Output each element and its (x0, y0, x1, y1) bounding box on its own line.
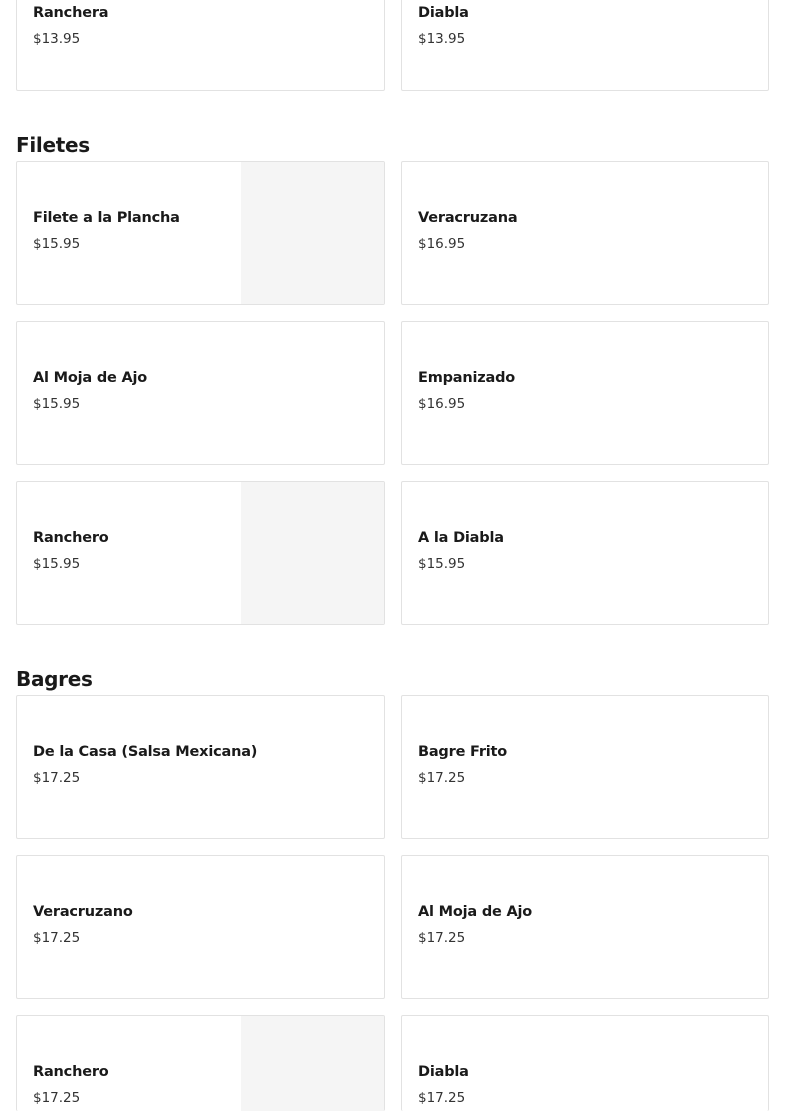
menu-item-name: Ranchero (33, 530, 109, 546)
menu-item-price: $15.95 (418, 556, 466, 572)
menu-item-card[interactable] (401, 855, 769, 999)
menu-item-name: Ranchera (33, 5, 109, 21)
menu-item-card[interactable] (401, 321, 769, 465)
menu-item-name: Veracruzano (33, 904, 133, 920)
menu-item-price: $13.95 (33, 31, 81, 47)
menu-item-price: $16.95 (418, 236, 466, 252)
menu-item-price: $16.95 (418, 396, 466, 412)
menu-item-name: Diabla (418, 5, 469, 21)
menu-item-price: $17.25 (33, 1090, 81, 1106)
menu-item-price: $17.25 (418, 930, 466, 946)
menu-item-name: Veracruzana (418, 210, 518, 226)
menu-item-card[interactable] (401, 695, 769, 839)
menu-item-name: A la Diabla (418, 530, 504, 546)
menu-item-price: $17.25 (418, 770, 466, 786)
menu-item-price: $17.25 (33, 770, 81, 786)
menu-item-price: $15.95 (33, 556, 81, 572)
menu-item-card[interactable] (16, 0, 385, 91)
menu-item-card[interactable] (16, 1015, 385, 1111)
menu-item-name: De la Casa (Salsa Mexicana) (33, 744, 258, 760)
menu-item-price: $15.95 (33, 396, 81, 412)
menu-item-card[interactable] (16, 695, 385, 839)
menu-item-price: $17.25 (33, 930, 81, 946)
menu-item-price: $13.95 (418, 31, 466, 47)
section-title-bagres: Bagres (16, 667, 93, 691)
section-title-filetes: Filetes (16, 133, 90, 157)
menu-item-name: Bagre Frito (418, 744, 508, 760)
menu-item-card[interactable] (401, 161, 769, 305)
menu-item-card[interactable] (401, 481, 769, 625)
menu-item-name: Empanizado (418, 370, 516, 386)
menu-item-name: Al Moja de Ajo (33, 370, 148, 386)
menu-item-name: Filete a la Plancha (33, 210, 180, 226)
menu-item-card[interactable] (401, 0, 769, 91)
menu-item-name: Al Moja de Ajo (418, 904, 533, 920)
menu-item-card[interactable] (401, 1015, 769, 1111)
menu-item-image (241, 162, 384, 304)
menu-item-image (241, 1016, 384, 1111)
menu-item-name: Diabla (418, 1064, 469, 1080)
menu-item-name: Ranchero (33, 1064, 109, 1080)
menu-item-price: $15.95 (33, 236, 81, 252)
menu-item-image (241, 482, 384, 624)
menu-item-price: $17.25 (418, 1090, 466, 1106)
menu-item-card[interactable] (16, 161, 385, 305)
menu-item-card[interactable] (16, 481, 385, 625)
menu-item-card[interactable] (16, 855, 385, 999)
menu-item-card[interactable] (16, 321, 385, 465)
